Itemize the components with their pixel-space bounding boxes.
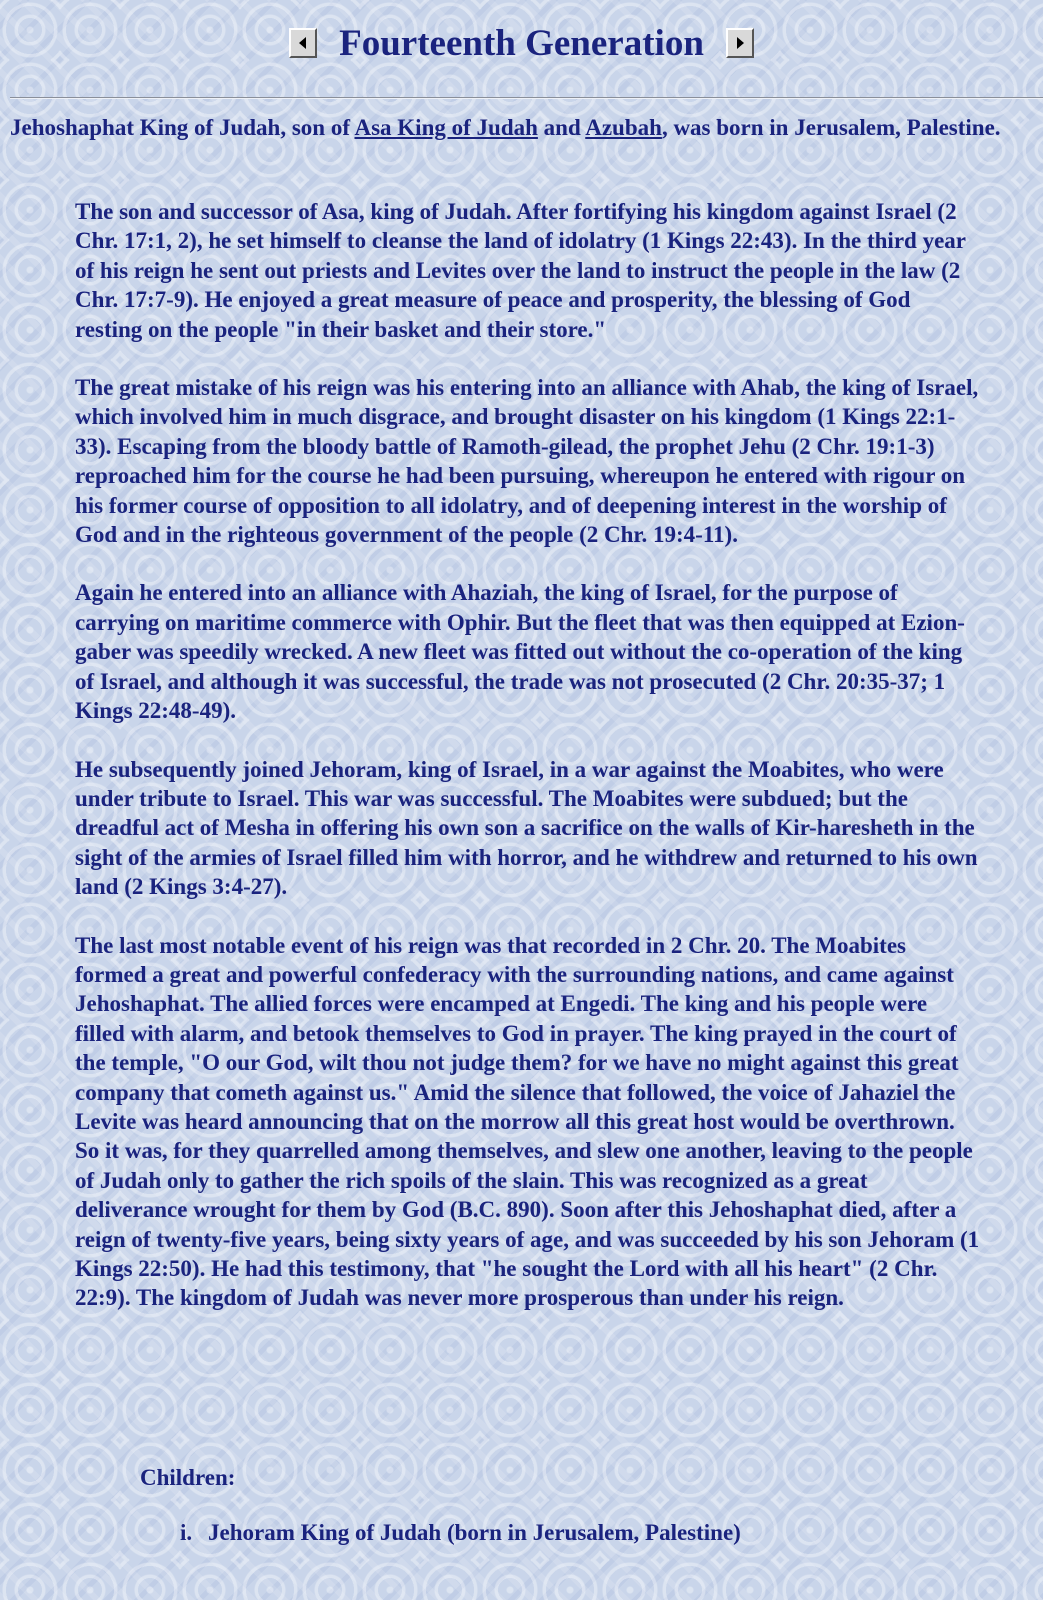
birth-text: , was born in Jerusalem, Palestine. — [661, 115, 1001, 140]
page-header — [0, 18, 1043, 68]
next-generation-button[interactable] — [726, 28, 754, 58]
father-link[interactable]: Asa King of Judah — [354, 115, 538, 140]
horizontal-divider — [10, 97, 1043, 99]
child-item — [180, 1518, 741, 1547]
person-intro — [10, 113, 1040, 142]
person-name: Jehoshaphat King of Judah — [10, 115, 281, 140]
biography-paragraph: The great mistake of his reign was his entering into an alliance with Ahab, the king of Israel, which involved him in much disgrace, and brought disaster on his kingdom (1 Kings 22:1-33). Escaping from the bloody battle of Ramoth-gilead, the prophet Jehu (2 Chr. 19:1-3) reproached him for the course he had been pursuing, whereupon he entered with rigour on his former course of opposition to all idolatry, and of deepening interest in the worship of God and in the righteous government of the people (2 Chr. 19:4-11). — [75, 375, 979, 548]
page-title: Fourteenth Generation — [339, 22, 704, 64]
son-of-text: , son of — [280, 115, 355, 140]
right-arrow-icon — [735, 37, 745, 49]
child-name: Jehoram King of Judah (born in Jerusalem, Palestine) — [208, 1520, 741, 1545]
biography-paragraph: The last most notable event of his reign was that recorded in 2 Chr. 20. The Moabites formed a great and powerful confederacy with the surrounding nations, and came against Jehoshaphat. The allied forces were encamped at Engedi. The king and his people were filled with alarm, and betook themselves to God in prayer. The king prayed in the court of the temple, "O our God, wilt thou not judge them? for we have no might against this great company that cometh against us." Amid the silence that followed, the voice of Jahaziel the Levite was heard announcing that on the morrow all this great host would be overthrown. So it was, for they quarrelled among themselves, and slew one another, leaving to the people of Judah only to gather the rich spoils of the slain. This was recognized as a great deliverance wrought for them by God (B.C. 890). Soon after this Jehoshaphat died, after a reign of twenty-five years, being sixty years of age, and was succeeded by his son Jehoram (1 Kings 22:50). He had this testimony, that "he sought the Lord with all his heart" (2 Chr. 22:9). The kingdom of Judah was never more prosperous than under his reign. — [75, 932, 980, 1311]
children-list — [180, 1518, 741, 1547]
biography — [75, 197, 980, 1342]
and-text: and — [537, 115, 586, 140]
biography-paragraph: The son and successor of Asa, king of Judah. After fortifying his kingdom against Israel (2 Chr. 17:1, 2), he set himself to cleanse the land of idolatry (1 Kings 22:43). In the third year of his reign he sent out priests and Levites over the land to instruct the people in the law (2 Chr. 17:7-9). He enjoyed a great measure of peace and prosperity, the blessing of God resting on the people "in their basket and their store." — [75, 199, 966, 342]
previous-generation-button[interactable] — [289, 28, 317, 58]
biography-paragraph: Again he entered into an alliance with Ahaziah, the king of Israel, for the purpose of carrying on maritime commerce with Ophir. But the fleet that was then equipped at Ezion-gaber was speedily wrecked. A new fleet was fitted out without the co-operation of the king of Israel, and although it was successful, the trade was not prosecuted (2 Chr. 20:35-37; 1 Kings 22:48-49). — [75, 580, 965, 724]
children-heading: Children: — [140, 1465, 236, 1490]
mother-link[interactable]: Azubah — [585, 115, 662, 140]
child-number: i. — [180, 1520, 193, 1545]
left-arrow-icon — [298, 37, 308, 49]
biography-paragraph: He subsequently joined Jehoram, king of Israel, in a war against the Moabites, who were under tribute to Israel. This war was successful. The Moabites were subdued; but the dreadful act of Mesha in offering his own son a sacrifice on the walls of Kir-haresheth in the sight of the armies of Israel filled him with horror, and he withdrew and returned to his own land (2 Kings 3:4-27). — [75, 756, 978, 900]
